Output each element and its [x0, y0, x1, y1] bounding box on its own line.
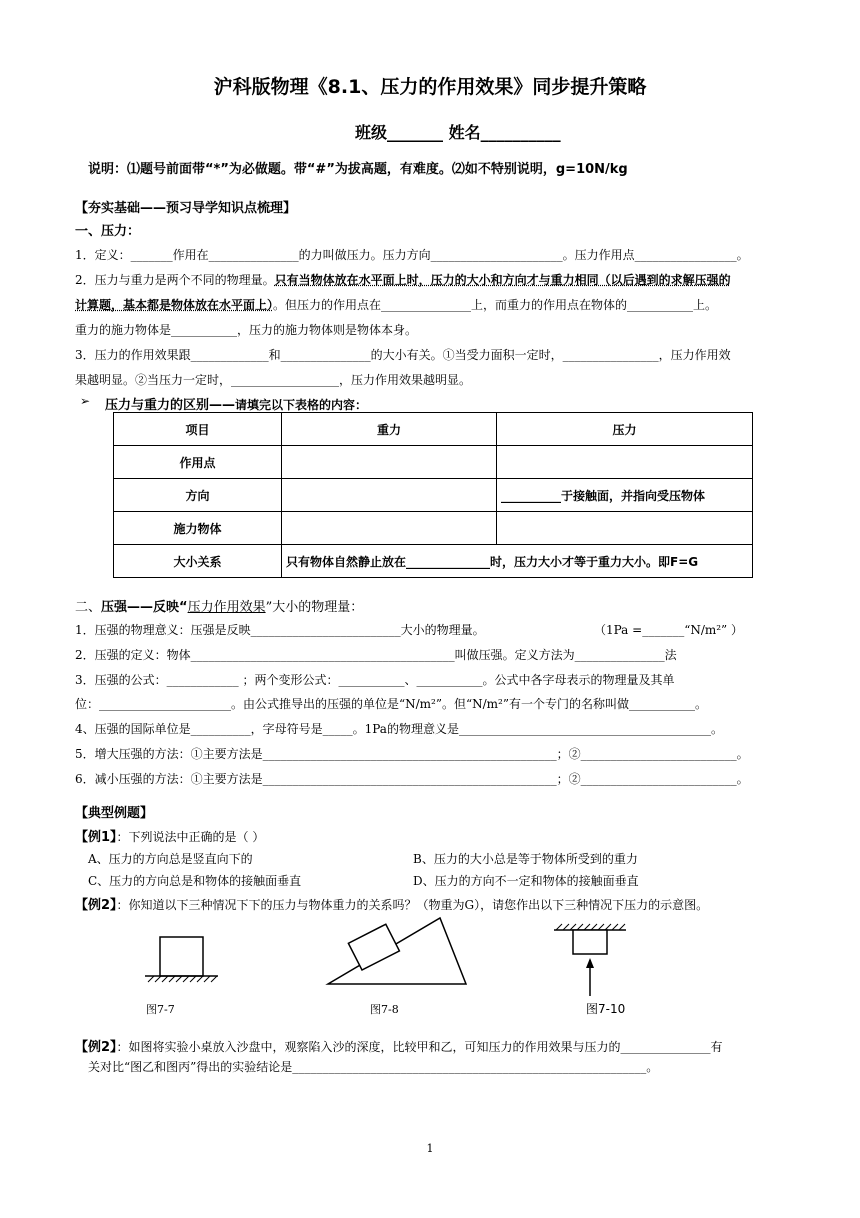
table-cell: __________于接触面，并指向受压物体 — [497, 479, 753, 512]
section-header-examples: 【典型例题】 — [75, 806, 154, 821]
table-cell: 施力物体 — [114, 512, 282, 545]
line-effect-factors-2: 果越明显。②当压力一定时，__________________，压力作用效果越明显。 — [75, 373, 472, 387]
subheading-pressure-force: 一、压力： — [75, 224, 141, 239]
pressure-line-3: 3．压强的公式：____________ ；两个变形公式：___________、___________。公式中各字母表示的物理量及其单 — [75, 673, 675, 687]
figure-caption-7-10: 图7-10 — [586, 1002, 626, 1016]
figure-caption-7-7: 图7-7 — [146, 1003, 175, 1016]
line-calc-rest: 。但压力的作用点在_______________上，而重力的作用点在物体的___________上。 — [273, 298, 718, 312]
example-1-option-d: D、压力的方向不一定和物体的接触面垂直 — [413, 874, 639, 888]
example-1-text: ：下列说法中正确的是（ ） — [116, 830, 265, 844]
line-definition: 1．定义：_______作用在_______________的力叫做压力。压力方向______________________。压力作用点_________________。 — [75, 248, 749, 262]
table-row — [114, 545, 753, 578]
table-title-instruction: 请填完以下表格的内容： — [235, 398, 368, 412]
example-1-option-b: B、压力的大小总是等于物体所受到的重力 — [413, 852, 638, 866]
table-cell — [497, 512, 753, 545]
table-cell — [282, 479, 497, 512]
table-row — [114, 512, 753, 545]
figure-block-on-ceiling — [550, 920, 630, 998]
example-1-label: 【例1】 — [75, 830, 117, 845]
pressure-line-2: 2．压强的定义：物体____________________________________________叫做压强。定义方法为_______________法 — [75, 648, 677, 662]
class-name-line: 班级_______ 姓名__________ — [355, 123, 561, 142]
table-cell: 只有物体自然静止放在______________时，压力大小才等于重力大小。即F=G — [282, 545, 753, 578]
subheading-pressure-effect: 压力作用效果 — [187, 600, 266, 615]
example-3-label: 【例2】 — [75, 1040, 117, 1055]
table-cell — [497, 446, 753, 479]
table-cell: 方向 — [114, 479, 282, 512]
pressure-line-1-unit: （1Pa =_______“N/m²” ） — [594, 623, 744, 637]
page-number: 1 — [426, 1142, 434, 1155]
figure-block-on-incline — [320, 914, 470, 988]
example-2-text: ：你知道以下三种情况下下的压力与物体重力的关系吗？（物重为G），请您作出以下三种情况下压力的示意图。 — [116, 898, 709, 912]
comparison-table — [113, 412, 753, 578]
line-gravity-source: 重力的施力物体是___________，压力的施力物体则是物体本身。 — [75, 323, 418, 337]
example-3-question — [75, 1036, 723, 1055]
subheading-pressure-word: 压强 — [101, 600, 128, 615]
table-cell — [282, 512, 497, 545]
example-1-option-a: A、压力的方向总是竖直向下的 — [88, 852, 253, 866]
table-header-row — [114, 413, 753, 446]
table-cell: 大小关系 — [114, 545, 282, 578]
line-difference-a: 2．压力与重力是两个不同的物理量。 — [75, 273, 275, 287]
table-row — [114, 446, 753, 479]
example-2-label: 【例2】 — [75, 898, 117, 913]
line-difference — [75, 271, 731, 288]
instructions-note: 说明：⑴题号前面带“*”为必做题。带“#”为拔高题，有难度。⑵如不特别说明，g=10N/kg — [88, 162, 628, 177]
table-header-cell: 重力 — [282, 413, 497, 446]
pressure-line-6: 5．增大压强的方法：①主要方法是_________________________________________________；②__________________________。 — [75, 747, 749, 761]
table-title — [105, 394, 367, 413]
example-1-option-c: C、压力的方向总是和物体的接触面垂直 — [88, 874, 302, 888]
subheading-pressure-num: 二、 — [75, 600, 102, 615]
example-3-text: ：如图将实验小桌放入沙盘中，观察陷入沙的深度，比较甲和乙，可知压力的作用效果与压力的_______________有 — [116, 1040, 723, 1054]
example-3-question-cont: 关对比“图乙和图丙”得出的实验结论是___________________________________________________________。 — [88, 1060, 659, 1074]
table-cell: 作用点 — [114, 446, 282, 479]
table-title-main: 压力与重力的区别—— — [105, 398, 236, 413]
line-calc-emphasis: 计算题，基本都是物体放在水平面上） — [75, 298, 274, 312]
table-header-cell: 项目 — [114, 413, 282, 446]
pressure-line-7: 6．减小压强的方法：①主要方法是_________________________________________________；②__________________________。 — [75, 772, 749, 786]
subheading-pressure-dash: ——反映“ — [127, 600, 188, 615]
table-row — [114, 479, 753, 512]
subheading-pressure — [75, 596, 363, 615]
figure-block-on-floor — [140, 930, 220, 990]
example-1-question — [75, 826, 264, 845]
figure-caption-7-8: 图7-8 — [370, 1003, 399, 1016]
pressure-line-4: 位：______________________。由公式推导出的压强的单位是“N/m²”。但“N/m²”有一个专门的名称叫做___________。 — [75, 697, 708, 711]
doc-title: 沪科版物理《8.1、压力的作用效果》同步提升策略 — [213, 76, 647, 98]
line-effect-factors: 3．压力的作用效果跟_____________和_______________的大小有关。①当受力面积一定时，________________，压力作用效 — [75, 348, 731, 362]
section-header-basics: 【夯实基础——预习导学知识点梳理】 — [75, 201, 297, 216]
line-difference-emphasis: 只有当物体放在水平面上时，压力的大小和方向才与重力相同（以后遇到的求解压强的 — [274, 273, 731, 287]
pressure-line-5: 4、压强的国际单位是__________，字母符号是_____。1Pa的物理意义是__________________________________________。 — [75, 722, 723, 736]
bullet-arrow-icon: ➢ — [80, 394, 91, 408]
table-cell — [282, 446, 497, 479]
table-header-cell: 压力 — [497, 413, 753, 446]
line-calc-note — [75, 296, 717, 313]
pressure-line-1: 1．压强的物理意义：压强是反映_________________________大小的物理量。 — [75, 623, 485, 637]
example-2-question — [75, 894, 708, 913]
subheading-pressure-tail: ”大小的物理量： — [265, 600, 364, 615]
